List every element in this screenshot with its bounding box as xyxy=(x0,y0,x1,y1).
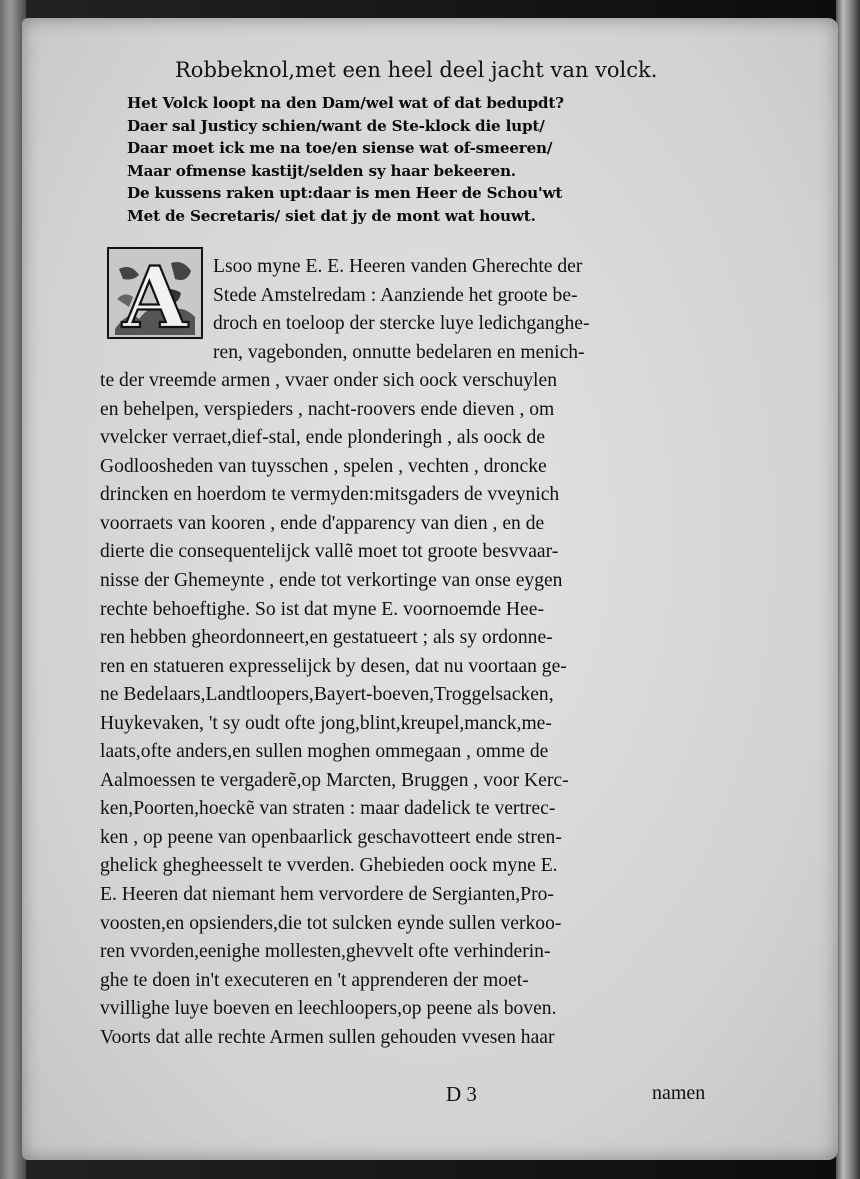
body-line: dierte die consequentelijck vallẽ moet tot groote besvvaar- xyxy=(100,541,559,563)
body-line: Godloosheden van tuysschen , spelen , vechten , droncke xyxy=(100,455,547,477)
body-line: Voorts dat alle rechte Armen sullen gehouden vvesen haar xyxy=(100,1026,555,1048)
body-line: Aalmoessen te vergaderẽ,op Marcten, Bruggen , voor Kerc- xyxy=(100,769,569,791)
body-line: Lsoo myne E. E. Heeren vanden Gherechte der xyxy=(213,256,583,277)
decorated-initial-a-icon xyxy=(107,247,203,339)
body-line: vvillighe luye boeven en leechloopers,op peene als boven. xyxy=(100,998,557,1020)
verse-line: Met de Secretaris/ siet dat jy de mont wat houwt. xyxy=(127,206,536,225)
verse-line: Maar ofmense kastijt/selden sy haar bekeeren. xyxy=(127,161,516,180)
body-line: nisse der Ghemeynte , ende tot verkortinge van onse eygen xyxy=(100,570,563,592)
ordinance-text xyxy=(100,253,750,1052)
verse-block xyxy=(127,92,687,227)
body-line: voorraets van kooren , ende d'apparency van dien , en de xyxy=(100,512,545,534)
initial-letter: A xyxy=(122,249,188,337)
body-line: E. Heeren dat niemant hem vervordere de Sergianten,Pro- xyxy=(100,884,554,906)
body-line: voosten,en opsienders,die tot sulcken eynde sullen verkoo- xyxy=(100,912,562,934)
page-heading: Robbeknol,met een heel deel jacht van volck. xyxy=(175,58,658,82)
verse-line: Daer sal Justicy schien/want de Ste-klock die lupt/ xyxy=(127,116,545,135)
body-line: laats,ofte anders,en sullen moghen ommegaan , omme de xyxy=(100,741,549,763)
body-line: rechte behoeftighe. So ist dat myne E. voornoemde Hee- xyxy=(100,598,544,620)
body-line: ren, vagebonden, onnutte bedelaren en menich- xyxy=(213,341,585,363)
body-line: ken,Poorten,hoeckẽ van straten : maar dadelick te vertrec- xyxy=(100,798,556,820)
body-line: vvelcker verraet,dief-stal, ende plonderingh , als oock de xyxy=(100,427,546,449)
verse-line: Daar moet ick me na toe/en siense wat of-smeeren/ xyxy=(127,139,553,157)
body-line: ghelick ghegheesselt te vverden. Ghebieden oock myne E. xyxy=(100,855,558,877)
body-line: te der vreemde armen , vvaer onder sich oock verschuylen xyxy=(100,370,557,392)
body-line: ken , op peene van openbaarlick geschavotteert ende stren- xyxy=(100,826,562,848)
body-line: ren vvorden,eenighe mollesten,ghevvelt ofte verhinderin- xyxy=(100,941,551,963)
page-stack-edge xyxy=(836,0,860,1179)
verse-line: De kussens raken upt:daar is men Heer de Schou'wt xyxy=(127,184,563,202)
body-line: ne Bedelaars,Landtloopers,Bayert-boeven,Troggelsacken, xyxy=(100,684,554,706)
verse-line: Het Volck loopt na den Dam/wel wat of dat bedupdt? xyxy=(127,94,564,112)
catchword: namen xyxy=(652,1082,706,1104)
body-line: droch en toeloop der stercke luye ledichganghe- xyxy=(213,313,590,335)
body-line: Stede Amstelredam : Aanziende het groote be- xyxy=(213,284,578,306)
page-signature: D 3 xyxy=(446,1082,477,1106)
body-line: Huykevaken, 't sy oudt ofte jong,blint,kreupel,manck,me- xyxy=(100,712,552,734)
woodcut-initial-graphic xyxy=(109,249,201,337)
body-line: ren hebben gheordonneert,en gestatueert ; als sy ordonne- xyxy=(100,627,553,649)
body-line: en behelpen, verspieders , nacht-roovers ende dieven , om xyxy=(100,398,555,420)
body-line: drincken en hoerdom te vermyden:mitsgaders de vveynich xyxy=(100,484,560,506)
body-line: ghe te doen in't executeren en 't apprenderen der moet- xyxy=(100,969,529,991)
body-line: ren en statueren expresselijck by desen, dat nu voortaan ge- xyxy=(100,655,567,677)
